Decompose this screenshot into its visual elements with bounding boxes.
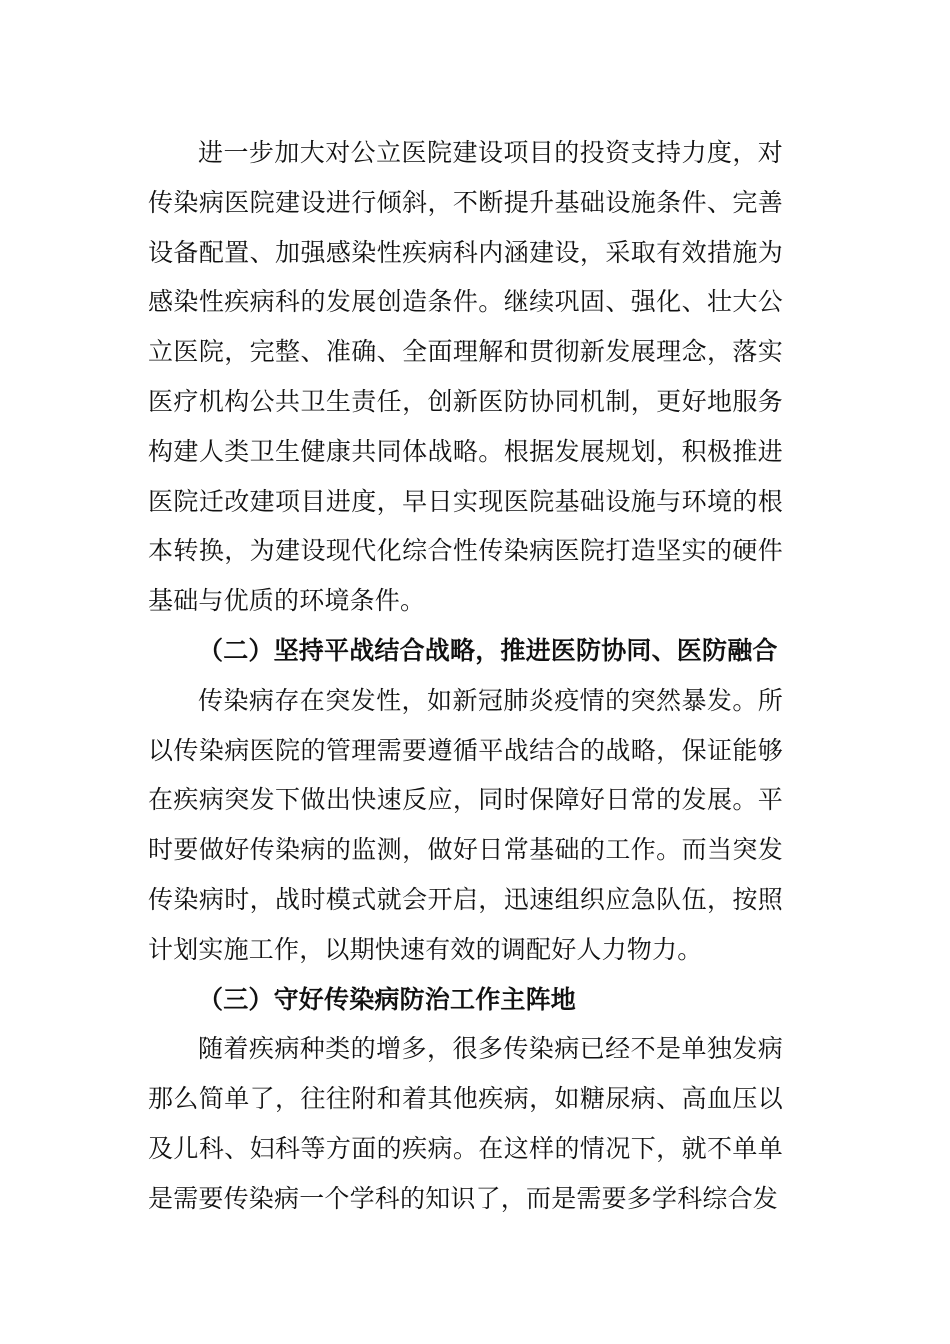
paragraph-peace-war-strategy: 传染病存在突发性，如新冠肺炎疫情的突然暴发。所以传染病医院的管理需要遵循平战结合的战略，保证能够在疾病突发下做出快速反应，同时保障好日常的发展。平时要做好传染病的监测，做好日常基础的工作。而当突发传染病时，战时模式就会开启，迅速组织应急队伍，按照计划实施工作，以期快速有效的调配好人力物力。: [148, 685, 783, 964]
section-heading-2: （二）坚持平战结合战略，推进医防协同、医防融合: [198, 635, 778, 665]
section-heading-3: （三）守好传染病防治工作主阵地: [198, 984, 577, 1014]
paragraph-multidisciplinary: 随着疾病种类的增多，很多传染病已经不是单独发病那么简单了，往往附和着其他疾病，如糖尿病、高血压以及儿科、妇科等方面的疾病。在这样的情况下，就不单单是需要传染病一个学科的知识了，而是需要多学科综合发: [148, 1034, 783, 1213]
document-body: [148, 128, 783, 1224]
paragraph-investment-support: 进一步加大对公立医院建设项目的投资支持力度，对传染病医院建设进行倾斜，不断提升基础设施条件、完善设备配置、加强感染性疾病科内涵建设，采取有效措施为感染性疾病科的发展创造条件。继续巩固、强化、壮大公立医院，完整、准确、全面理解和贯彻新发展理念，落实医疗机构公共卫生责任，创新医防协同机制，更好地服务构建人类卫生健康共同体战略。根据发展规划，积极推进医院迁改建项目进度，早日实现医院基础设施与环境的根本转换，为建设现代化综合性传染病医院打造坚实的硬件基础与优质的环境条件。: [148, 138, 783, 616]
